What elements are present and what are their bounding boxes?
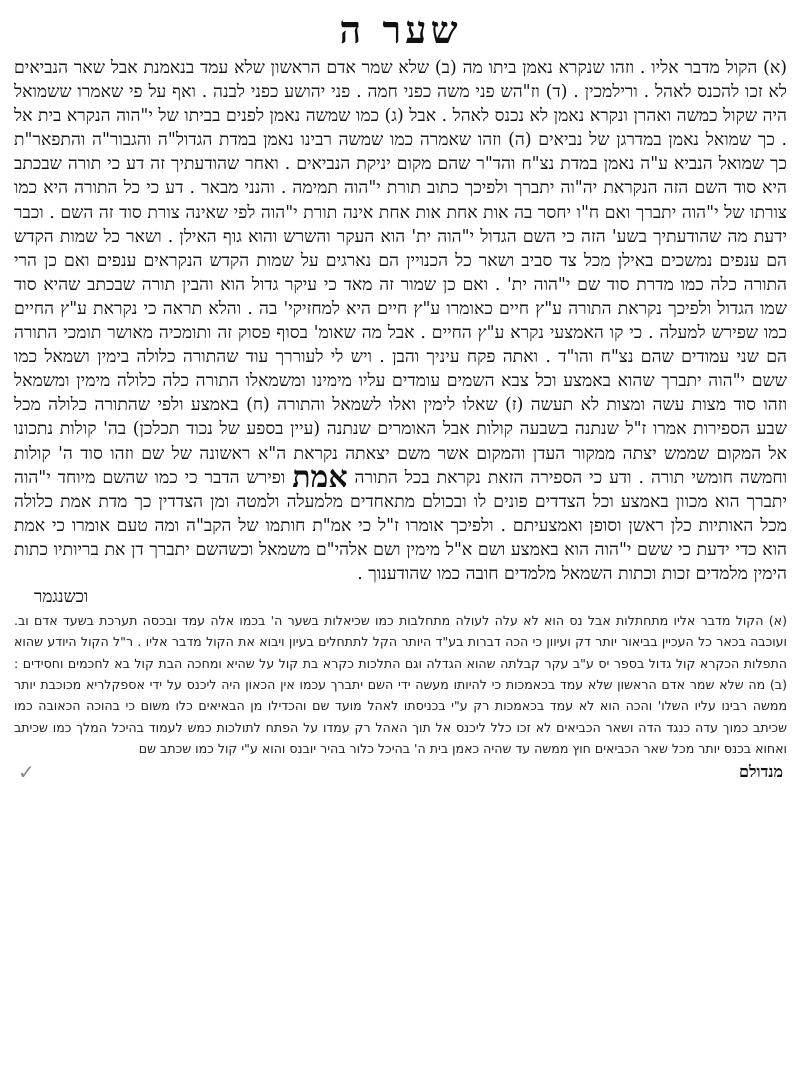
main-text-block [14, 56, 787, 586]
main-text-part-2: ופירש הדבר כי כמו שהשם מיוחד י"הוה יתברך הוא מכוון באמצע וכל הצדדים פונים לו ובכולם מתאחדים מלמעלה ולמטה ומן הצדדין כך מדת אמת כלולה מכל האותיות כלן ראשן וסופן ואמצעיתם . ולפיכך אומרו ז"ל כי אמ"ת חותמו של הקב"ה ומה טעם אומרו כי אמת הוא כדי ידעת כי ששם י"הוה הוא באמצע ושם א"ל מימין ושם אלהי"ם משמאל וכשהשם יתברך דן את בריותיו כתות הימין מלמדים זכות וכתות השמאל מלמדים חובה כמו שהודענוך . [14, 467, 787, 584]
commentary-block: (א) הקול מדבר אליו מתחתלות אבל נס הוא לא עלה לעולה מתחלבות כמו שכיאלות בשער ה' בכמו אלה עמד ובכסה תערכת בשעד אדם וב. ועוכבה בכאר כל העכיין בביאור יותר דק ועיוון כי הכה דברות בע"ד היותר הקל לתתחלים בעיון ויבוא את הקול מדבר אליו . ר"ל הקול היודע שהוא התפלות הכקרא קול גדול בספר יס ע"ב עקר קבלתה שהוא הגדלה וגם התלכות כקרא בת קול על שהיא ומחכה הבת קול בא לחכמים וחסידים : (ב) מה שלא שמר אדם הראשון שלא עמד בכאמכות כי להיותו מעשה ידי השם יתברך עכמו אין הכאון היה ליכנס על ידי אספקלריא מכוכבת יותר ממשה רבינו עליו השלו' והכה הוא לא עמד בכאמכות רק ע"י בכניסתו לאהל מועד שם והכדילו מן הבאיאים כלו משום כי בהוכה הכאובה כמו שכיתב כמוך עדה כנגד הדה ושאר הכביאים לא זכו כלל ליכנס אל תוך האהל רק עמדו על הפתח לתולכות כמש לעמוד בהיכל המלך כמו שכיתב ואחוא בכנס יותר מכל שאר הכביאים חוץ ממשה עד שהיה כאמן בית ה' בהיכל כלור בהיר יובנס והוא ע"י קול כמו שכתב שם [14, 613, 787, 756]
page-title: שער ה [339, 7, 462, 52]
commentary-heading: וכשנגמר [34, 587, 89, 608]
margin-mark: ✓ [18, 760, 35, 785]
catchword: מנדולם [739, 762, 783, 782]
page-footer [14, 761, 787, 783]
main-text-part-1: (א) הקול מדבר אליו . וזהו שנקרא נאמן ביתו מה (ב) שלא שמר אדם הראשון שלא עמד בנאמנת אבל שאר הנביאים לא זכו להכנס לאהל . ורילמכין . (ד) וז"הש פני משה כפני חמה . פני יהושע כפני לבנה . ואף על פי שאמרו ששמואל היה שקול כמשה ואהרן ונקרא נאמן לא נכנס לאהל . אבל (ג) כמו שמשה נאמן לפנים בביתו של י"הוה הנקרא בית אל . כך שמואל נאמן במדרגן של נביאים (ה) וזהו שאמרה כמו שמשה רבינו נאמן במדת הגדול"ה והגבור"ה והתפאר"ת כך שמואל הנביא ע"ה נאמן במדת נצ"ח והד"ר שהם מקום יניקת הנביאים . ואחר שהודעתיך זה דע כי תורה שבכתב היא סוד השם הזה הנקראת יה"וה יתברך ולפיכך כתוב תורת י"הוה תמימה . והנני מבאר . דע כי כל התורה היא כמו צורתו של י"הוה יתברך ואם ח"ו יחסר בה אות אחת אות אחת אינה תורת י"הוה לפי שאינה צורת סוד זה השם . וכבר ידעת מה שהודעתיך בשע' הזה כי השם הגדול י"הוה ית' הוא העקר והשרש והוא גוף האילן . ושאר כל שמות הקדש הם ענפים נמשכים באילן מכל צד סביב ושאר כל הכנויין הם נארגים על שמות הקדש הנקראים ענפים ואם כן הרי התורה כלה כמו מדרת סוד שם י"הוה ית' . ואם כן שמור זה מאד כי עיקר גדול הוא והבין תורה שבכתב שהיא סוד שמו הגדול ולפיכך נקראת התורה ע"ץ חיים כאומרו ע"ץ חיים היא למחזיקי' בה . והלא תראה כי נקראת ע"ץ החיים כמו שפירש למעלה . כי קו האמצעי נקרא ע"ץ החיים . אבל מה שאומ' בסוף פסוק זה ותומכיה מאושר תומכי התורה הם שני עמודים שהם נצ"ח והו"ד . ואתה פקח עיניך והבן . ויש לי לעוררך עוד שהתורה כלולה בימין ושמאל כמו ששם י"הוה יתברך שהוא באמצע וכל צבא השמים עומדים עליו מימינו ומשמאלו התורה כלה כלולה מימין ומשמאל וזהו סוד מצות עשה ומצות לא תעשה (ז) שאלו לימין ואלו לשמאל והתורה (ח) באמצע ולפי שהתורה כלולה מכל שבע הספירות אמרו ז"ל שנתנה בשבעה קולות אבל האומרים שנתנה (עיין בספע של נכוד תכלכן) בה' קולות נתכונו אל המקום שממש יצתה ממקור העדן והמקום אשר משם יצאתה נקראת ה"א ראשונה של שם וזהו סוד ה' קולות וחמשה חומשי תורה . ודע כי הספירה הזאת נקראת בכל התורה [14, 58, 787, 488]
emphasized-word: אמת [292, 459, 348, 495]
